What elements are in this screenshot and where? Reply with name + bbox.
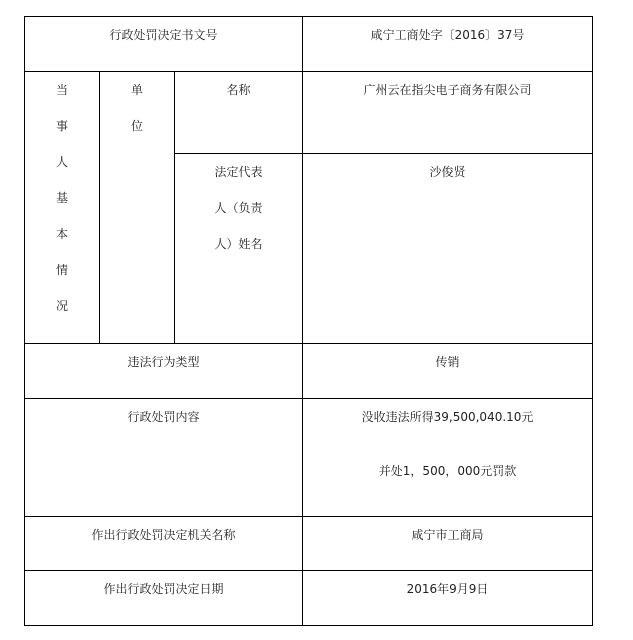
legal-rep-label-line: 人（负责 [214, 201, 263, 215]
legal-rep-label-line: 法定代表 [214, 165, 263, 179]
party-label-char: 事 [55, 119, 68, 133]
decision-date-value: 2016年9月9日 [303, 571, 593, 626]
decision-date-label: 作出行政处罚决定日期 [25, 571, 303, 626]
party-label-char: 况 [55, 299, 68, 313]
party-label-char: 本 [55, 227, 68, 241]
legal-rep-label [175, 154, 303, 344]
party-label-char: 当 [55, 83, 68, 97]
party-label-char: 人 [55, 155, 68, 169]
doc-number-label: 行政处罚决定书文号 [25, 17, 303, 72]
penalty-content-value [303, 399, 593, 517]
row-violation-type [25, 344, 593, 399]
row-authority [25, 517, 593, 571]
doc-number-value: 咸宁工商处字〔2016〕37号 [303, 17, 593, 72]
unit-label-char: 位 [130, 119, 143, 133]
party-label-char: 基 [55, 191, 68, 205]
penalty-content-line: 并处1，500，000元罚款 [378, 464, 517, 478]
row-penalty-content [25, 399, 593, 517]
penalty-content-label: 行政处罚内容 [25, 399, 303, 517]
legal-rep-value: 沙俊贤 [303, 154, 593, 344]
unit-label-char: 单 [130, 83, 143, 97]
legal-rep-label-line: 人）姓名 [214, 237, 263, 251]
authority-label: 作出行政处罚决定机关名称 [25, 517, 303, 571]
penalty-decision-table [24, 16, 593, 626]
name-value: 广州云在指尖电子商务有限公司 [303, 72, 593, 154]
violation-type-value: 传销 [303, 344, 593, 399]
penalty-content-line: 没收违法所得39,500,040.10元 [361, 410, 534, 424]
party-info-label [25, 72, 100, 344]
unit-label [100, 72, 175, 344]
party-label-char: 情 [55, 263, 68, 277]
row-doc-number [25, 17, 593, 72]
row-decision-date [25, 571, 593, 626]
row-party-name [25, 72, 593, 154]
authority-value: 咸宁市工商局 [303, 517, 593, 571]
name-label: 名称 [175, 72, 303, 154]
violation-type-label: 违法行为类型 [25, 344, 303, 399]
